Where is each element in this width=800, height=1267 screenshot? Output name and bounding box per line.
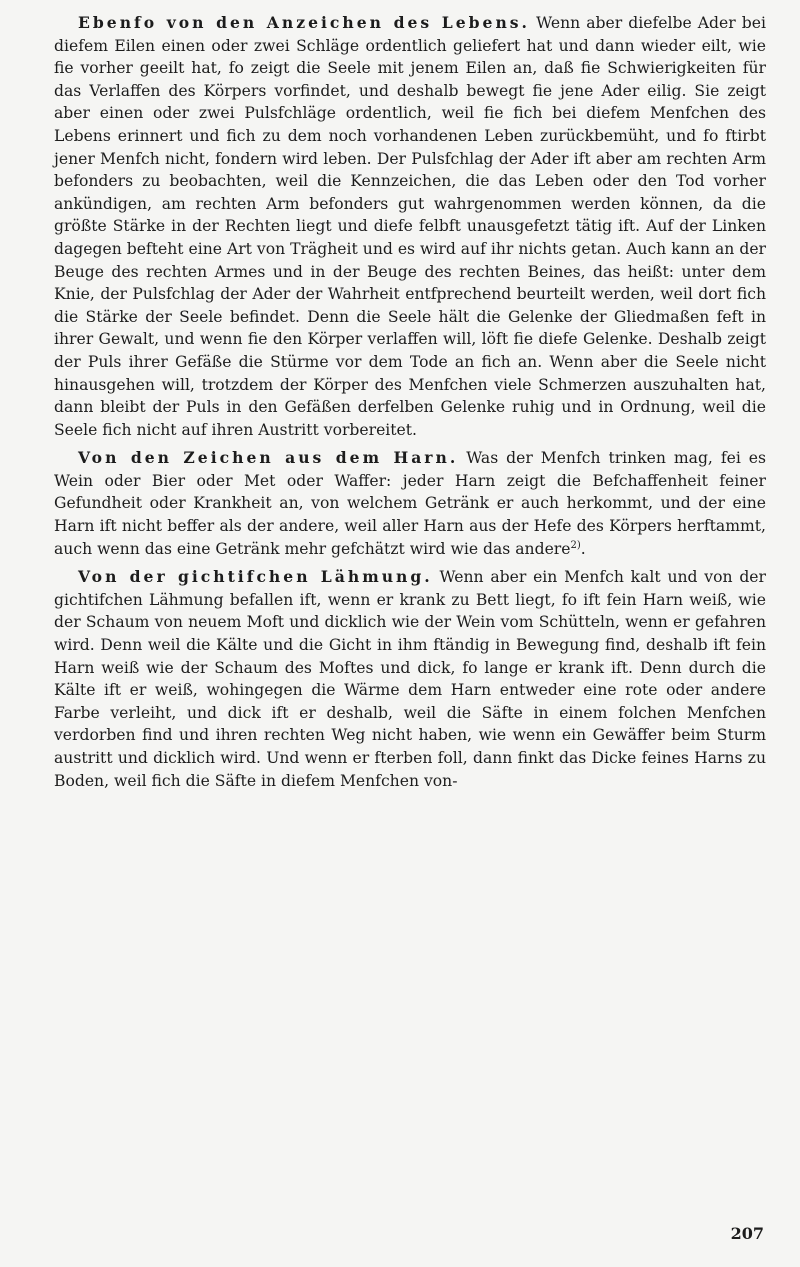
footnote-marker: 2) xyxy=(570,539,581,551)
paragraph-text-urine-signs-end: . xyxy=(580,539,586,558)
page-number: 207 xyxy=(730,1224,764,1243)
paragraph-text-gout-paralysis: Wenn aber ein Menfch kalt und von der gichtifchen Lähmung befallen ift, wenn er krank zu Bett liegt, fo ift fein Harn weiß, wie der Schaum von neuem Moft und dicklich wie der Wein vom Schütteln, wenn er gefahren wird. Denn weil die Kälte und die Gicht in ihm ftändig in Bewegung find, deshalb ift fein Harn weiß wie der Schaum des Moftes und dick, fo lange er krank ift. Denn durch die Kälte ift er weiß, wohingegen die Wärme dem Harn entweder eine rote oder andere Farbe verleiht, und dick ift er deshalb, weil die Säfte in einem folchen Menfchen verdorben find und ihren rechten Weg nicht haben, wie wenn ein Gewäffer beim Sturm austritt und dicklich wird. Und wenn er fterben foll, dann finkt das Dicke feines Harns zu Boden, weil fich die Säfte in diefem Menfchen von- xyxy=(54,568,766,790)
body-text xyxy=(54,12,766,792)
book-page xyxy=(54,0,766,1267)
paragraph-text-signs-of-life: Wenn aber diefelbe Ader bei diefem Eilen einen oder zwei Schläge ordentlich geliefert hat und dann wieder eilt, wie fie vorher geeilt hat, fo zeigt die Seele mit jenem Eilen an, daß fie Schwierigkeiten für das Verlaffen des Körpers vorfindet, und deshalb bewegt fie jene Ader eilig. Sie zeigt aber einen oder zwei Pulsfchläge ordentlich, weil fie fich bei diefem Menfchen des Lebens erinnert und fich zu dem noch vorhandenen Leben zurückbemüht, und fo ftirbt jener Menfch nicht, fondern wird leben. Der Pulsfchlag der Ader ift aber am rechten Arm befonders zu beobachten, weil die Kennzeichen, die das Leben oder den Tod vorher ankündigen, am rechten Arm befonders gut wahrgenommen werden können, da die größte Stärke in der Rechten liegt und diefe felbft unausgefetzt tätig ift. Auf der Linken dagegen befteht eine Art von Trägheit und es wird auf ihr nichts getan. Auch kann an der Beuge des rechten Armes und in der Beuge des rechten Beines, das heißt: unter dem Knie, der Pulsfchlag der Ader der Wahrheit entfprechend beurteilt werden, weil dort fich die Stärke der Seele befindet. Denn die Seele hält die Gelenke der Gliedmaßen feft in ihrer Gewalt, und wenn fie den Körper verlaffen will, löft fie diefe Gelenke. Deshalb zeigt der Puls ihrer Gefäße die Stürme vor dem Tode an fich an. Wenn aber die Seele nicht hinausgehen will, trotzdem der Körper des Menfchen viele Schmerzen auszuhalten hat, dann bleibt der Puls in den Gefäßen derfelben Gelenke ruhig und in Ordnung, weil die Seele fich nicht auf ihren Austritt vorbereitet. xyxy=(54,14,766,439)
section-heading-gout-paralysis: Von der gichtifchen Lähmung. xyxy=(78,567,433,587)
section-heading-signs-of-life: Ebenfo von den Anzeichen des Lebens. xyxy=(78,13,530,32)
section-heading-urine-signs: Von den Zeichen aus dem Harn. xyxy=(78,448,459,468)
paragraph-gout-paralysis xyxy=(54,566,766,792)
paragraph-text-urine-signs: Was der Menfch trinken mag, fei es Wein oder Bier oder Met oder Waffer: jeder Harn zeigt die Befchaffenheit feiner Gefundheit oder Krankheit an, von welchem Getränk er auch herkommt, und der eine Harn ift nicht beffer als der andere, weil aller Harn aus der Hefe des Körpers herftammt, auch wenn das eine Getränk mehr gefchätzt wird wie das andere xyxy=(54,449,766,558)
paragraph-signs-of-life xyxy=(54,12,766,441)
paragraph-urine-signs xyxy=(54,447,766,560)
